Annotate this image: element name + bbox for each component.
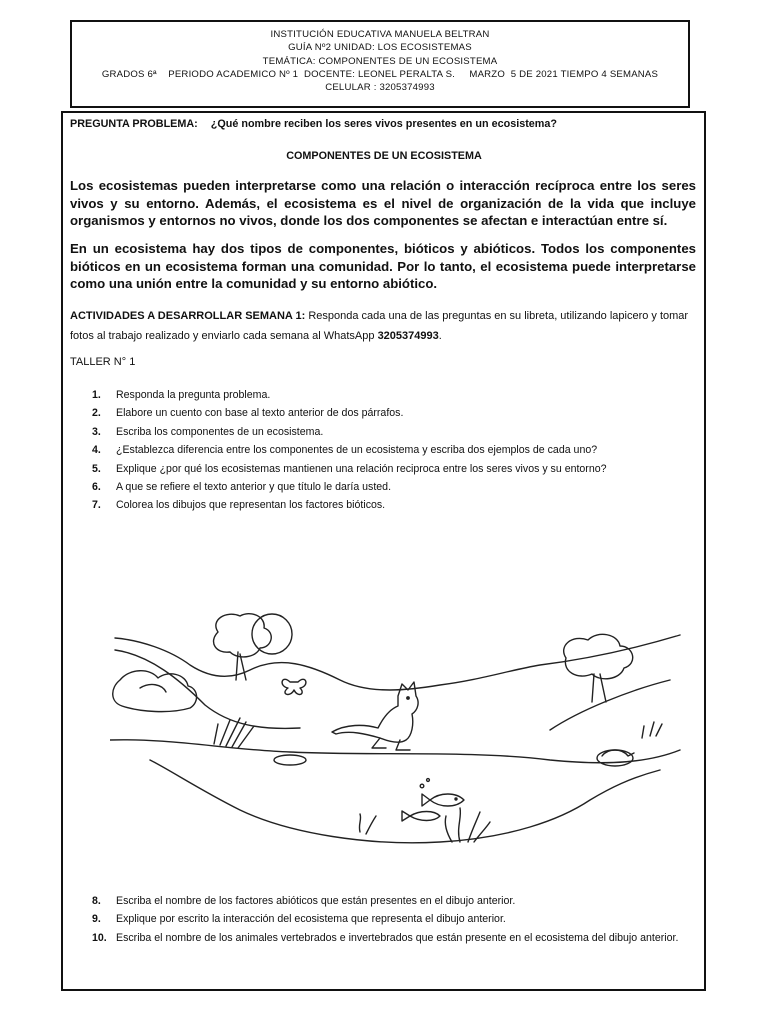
list-item: 9. Explique por escrito la interacción del ecosistema que representa el dibujo anterior.: [92, 913, 506, 926]
paragraph-1: Los ecosistemas pueden interpretarse como una relación o interacción recíproca entre los seres vivos y su entorno. Además, el ecosistema es el nivel de organización de la vida que incluye organismos y entornos no vivos, donde los dos componentes se afectan e interactúan entre sí.: [70, 178, 696, 229]
list-item: 3. Escriba los componentes de un ecosistema.: [92, 425, 324, 438]
problem-question: [70, 118, 557, 130]
hills: [115, 635, 680, 690]
list-item: 10. Escriba el nombre de los animales vertebrados e invertebrados que están presente en el ecosistema del dibujo anterior.: [92, 931, 679, 944]
activities-label: ACTIVIDADES A DESARROLLAR SEMANA 1:: [70, 310, 306, 322]
sun-icon: [252, 614, 292, 654]
fish-icon: [402, 811, 440, 821]
rock-icon: [597, 750, 633, 766]
problem-text: ¿Qué nombre reciben los seres vivos presentes en un ecosistema?: [210, 118, 557, 130]
problem-label: PREGUNTA PROBLEMA:: [70, 118, 198, 130]
list-item: 2. Elabore un cuento con base al texto anterior de dos párrafos.: [92, 407, 404, 420]
task-list-1: [70, 386, 607, 515]
tree-left: [214, 614, 272, 657]
butterfly-icon: [282, 679, 306, 694]
whatsapp-number: 3205374993: [377, 330, 439, 342]
workshop-title: TALLER N° 1: [70, 356, 136, 368]
kangaroo-icon: [332, 682, 418, 750]
grade-period-teacher: GRADOS 6ª PERIODO ACADEMICO Nº 1 DOCENTE: LEONEL PERALTA S. MARZO 5 DE 2021 TIEMPO 4 SEMANAS: [101, 68, 659, 80]
section-title: COMPONENTES DE UN ECOSISTEMA: [286, 150, 482, 162]
reeds-icon: [214, 718, 254, 748]
activities-text: Responda cada una de las preguntas en su libreta, utilizando lapicero y tomar fotos al trabajo realizado y enviarlo cada semana al WhatsApp: [70, 310, 689, 342]
phone-line: CELULAR : 3205374993: [325, 82, 435, 94]
activities-instructions: ACTIVIDADES A DESARROLLAR SEMANA 1: Responda cada una de las preguntas en su libreta, utilizando lapicero y tomar fotos al trabajo realizado y enviarlo cada semana al WhatsApp 3205374993.: [70, 310, 689, 342]
document-header: [70, 20, 690, 108]
task-list-2: [70, 892, 696, 947]
bubble-icon: [427, 779, 430, 782]
tree-right: [564, 634, 633, 678]
rock-icon: [274, 755, 306, 765]
ecosystem-drawing: [110, 610, 690, 860]
list-item: 1. Responda la pregunta problema.: [92, 389, 271, 401]
list-item: 8. Escriba el nombre de los factores abióticos que están presentes en el dibujo anterior.: [92, 895, 516, 907]
guide-unit: GUÍA Nº2 UNIDAD: LOS ECOSISTEMAS: [288, 42, 472, 54]
topic: TEMÁTICA: COMPONENTES DE UN ECOSISTEMA: [262, 55, 498, 67]
list-item: 5. Explique ¿por qué los ecosistemas mantienen una relación reciproca entre los seres vivos y su entorno?: [92, 462, 607, 475]
fish-icon: [422, 794, 464, 806]
list-item: 7. Colorea los dibujos que representan los factores bióticos.: [92, 499, 386, 512]
school-name: INSTITUCIÓN EDUCATIVA MANUELA BELTRAN: [270, 29, 490, 40]
lake: [110, 740, 680, 763]
list-item: 4. ¿Establezca diferencia entre los componentes de un ecosistema y escriba dos ejemplos de cada uno?: [92, 444, 598, 457]
bubble-icon: [420, 784, 424, 788]
paragraph-2: En un ecosistema hay dos tipos de componentes, bióticos y abióticos. Todos los componentes bióticos en un ecosistema forman una comunidad. Por lo tanto, el ecosistema puede interpretarse como una unión entre la comunidad y su entorno abiótico.: [70, 241, 696, 292]
bush-left: [113, 671, 197, 712]
water-plant-icon: [359, 814, 376, 834]
list-item: 6. A que se refiere el texto anterior y que título le daría usted.: [92, 480, 392, 493]
